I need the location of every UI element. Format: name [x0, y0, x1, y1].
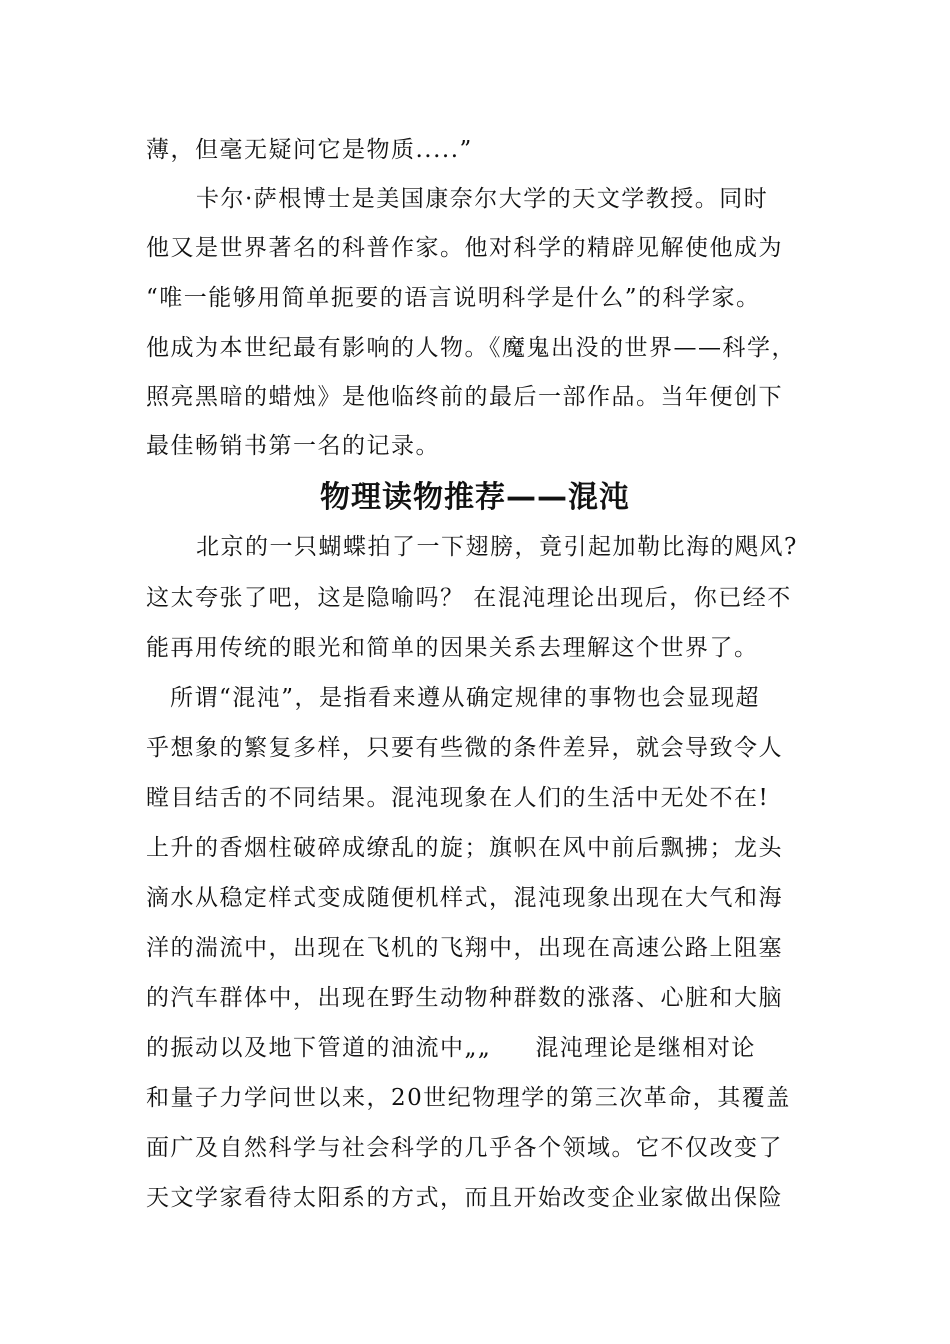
paragraph-line: 卡尔·萨根博士是美国康奈尔大学的天文学教授。同时 [196, 186, 769, 212]
paragraph-line: 面广及自然科学与社会科学的几乎各个领域。它不仅改变了 [146, 1135, 783, 1161]
paragraph-line: 天文学家看待太阳系的方式，而且开始改变企业家做出保险 [146, 1185, 783, 1211]
paragraph-line: 照亮黑暗的蜡烛》是他临终前的最后一部作品。当年便创下 [146, 384, 783, 410]
section-title: 物理读物推荐——混沌 [320, 480, 630, 515]
paragraph-line: “唯一能够用简单扼要的语言说明科学是什么”的科学家。 [146, 285, 761, 311]
paragraph-line: 这太夸张了吧，这是隐喻吗？ 在混沌理论出现后，你已经不 [146, 585, 792, 611]
paragraph-line: 最佳畅销书第一名的记录。 [146, 433, 440, 459]
paragraph-line: 能再用传统的眼光和简单的因果关系去理解这个世界了。 [146, 635, 759, 661]
paragraph-line: 洋的湍流中，出现在飞机的飞翔中，出现在高速公路上阻塞 [146, 935, 783, 961]
paragraph-line: 的汽车群体中，出现在野生动物种群数的涨落、心脏和大脑 [146, 985, 783, 1011]
paragraph-line: 他又是世界著名的科普作家。他对科学的精辟见解使他成为 [146, 235, 783, 261]
paragraph-line: 和量子力学问世以来，20世纪物理学的第三次革命，其覆盖 [146, 1085, 791, 1111]
paragraph-line: 北京的一只蝴蝶拍了一下翅膀，竟引起加勒比海的飓风? [196, 534, 798, 560]
paragraph-line: 瞠目结舌的不同结果。混沌现象在人们的生活中无处不在! [146, 785, 770, 811]
paragraph-line: 薄，但毫无疑问它是物质.....” [146, 137, 473, 163]
paragraph-line: 他成为本世纪最有影响的人物。《魔鬼出没的世界——科学， [146, 335, 796, 361]
paragraph-line: 滴水从稳定样式变成随便机样式，混沌现象出现在大气和海 [146, 885, 783, 911]
paragraph-line: 所谓“混沌”，是指看来遵从确定规律的事物也会显现超 [170, 685, 761, 711]
paragraph-line: 乎想象的繁复多样，只要有些微的条件差异，就会导致令人 [146, 735, 783, 761]
paragraph-line: 的振动以及地下管道的油流中„„ 混沌理论是继相对论 [146, 1035, 756, 1061]
paragraph-line: 上升的香烟柱破碎成缭乱的旋；旗帜在风中前后飘拂；龙头 [146, 835, 783, 861]
